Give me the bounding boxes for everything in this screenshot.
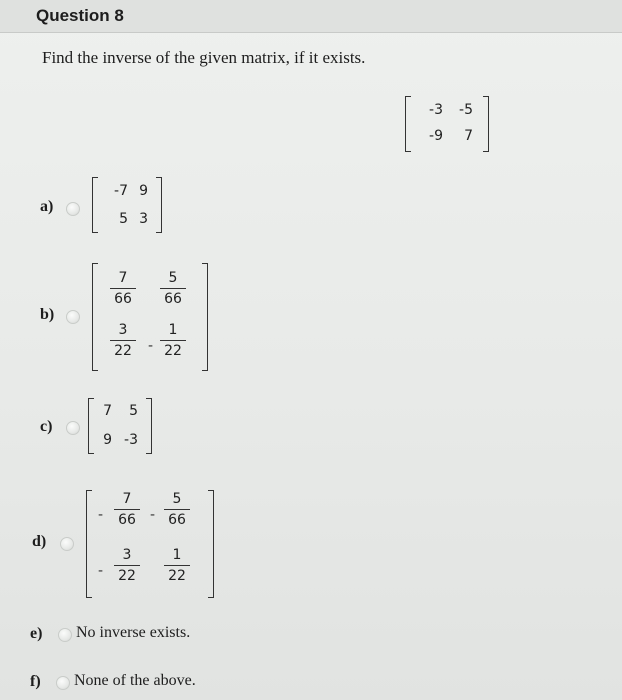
fraction <box>162 490 192 529</box>
numerator: 3 <box>122 547 132 563</box>
option-c-radio[interactable] <box>66 421 80 435</box>
minus-sign: - <box>148 338 154 354</box>
matrix-cell: -7 <box>114 183 128 199</box>
right-bracket <box>208 490 214 598</box>
matrix-cell: -3 <box>429 102 443 118</box>
option-c-matrix <box>88 398 152 454</box>
right-bracket <box>202 263 208 371</box>
question-header <box>0 0 622 33</box>
option-f-radio[interactable] <box>56 676 70 690</box>
fraction-bar <box>164 565 190 566</box>
fraction <box>112 490 142 529</box>
right-bracket <box>156 177 162 233</box>
numerator: 3 <box>118 322 128 338</box>
matrix-cell: -3 <box>124 432 138 448</box>
option-label: f) <box>30 673 41 690</box>
question-prompt: Find the inverse of the given matrix, if it exists. <box>42 48 366 67</box>
fraction <box>108 269 138 308</box>
left-bracket <box>92 263 98 371</box>
option-d-radio[interactable] <box>60 537 74 551</box>
fraction-bar <box>110 340 136 341</box>
left-bracket <box>405 96 411 152</box>
option-label: c) <box>40 418 53 435</box>
matrix-cell: 7 <box>464 128 473 144</box>
minus-sign: - <box>98 507 104 523</box>
option-a-matrix <box>92 177 162 233</box>
option-label: d) <box>32 533 47 550</box>
given-matrix <box>405 96 489 152</box>
denominator: 66 <box>168 512 186 528</box>
numerator: 7 <box>118 270 128 286</box>
denominator: 66 <box>118 512 136 528</box>
option-f-text: None of the above. <box>74 672 196 689</box>
option-label: b) <box>40 306 55 323</box>
matrix-cell: 9 <box>103 432 112 448</box>
numerator: 5 <box>168 270 178 286</box>
matrix-cell: 9 <box>139 183 148 199</box>
option-a-radio[interactable] <box>66 202 80 216</box>
numerator: 7 <box>122 491 132 507</box>
matrix-cell: -9 <box>429 128 443 144</box>
fraction-bar <box>110 288 136 289</box>
left-bracket <box>92 177 98 233</box>
matrix-cell: 5 <box>119 211 128 227</box>
fraction <box>158 269 188 308</box>
denominator: 22 <box>118 568 136 584</box>
denominator: 66 <box>164 291 182 307</box>
option-e-text: No inverse exists. <box>76 624 191 641</box>
left-bracket <box>86 490 92 598</box>
matrix-cell: 7 <box>103 403 112 419</box>
denominator: 22 <box>168 568 186 584</box>
fraction-bar <box>114 565 140 566</box>
fraction-bar <box>160 340 186 341</box>
fraction-bar <box>164 509 190 510</box>
denominator: 22 <box>114 343 132 359</box>
option-e-radio[interactable] <box>58 628 72 642</box>
matrix-cell: -5 <box>459 102 473 118</box>
fraction <box>112 546 142 585</box>
fraction-bar <box>160 288 186 289</box>
minus-sign: - <box>150 507 156 523</box>
fraction <box>158 321 188 360</box>
fraction <box>108 321 138 360</box>
option-b-matrix <box>92 263 208 371</box>
option-label: a) <box>40 198 54 215</box>
fraction <box>162 546 192 585</box>
option-label: e) <box>30 625 43 642</box>
numerator: 1 <box>168 322 178 338</box>
right-bracket <box>483 96 489 152</box>
numerator: 5 <box>172 491 182 507</box>
left-bracket <box>88 398 94 454</box>
matrix-cell: 5 <box>129 403 138 419</box>
option-b-radio[interactable] <box>66 310 80 324</box>
right-bracket <box>146 398 152 454</box>
denominator: 66 <box>114 291 132 307</box>
question-title: Question 8 <box>36 6 124 25</box>
numerator: 1 <box>172 547 182 563</box>
fraction-bar <box>114 509 140 510</box>
option-d-matrix <box>86 490 214 598</box>
matrix-cell: 3 <box>139 211 148 227</box>
minus-sign: - <box>98 563 104 579</box>
denominator: 22 <box>164 343 182 359</box>
